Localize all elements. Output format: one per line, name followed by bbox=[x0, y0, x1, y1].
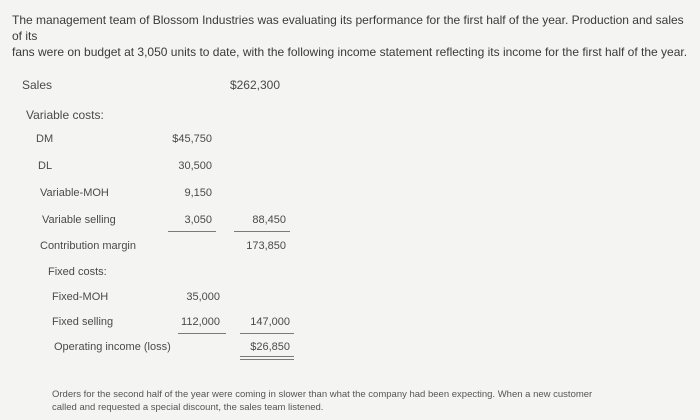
fixed-costs-total: 147,000 bbox=[250, 316, 290, 328]
variable-costs-total: 88,450 bbox=[252, 214, 286, 226]
sales-label: Sales bbox=[22, 78, 53, 92]
footer-line-2: called and requested a special discount, the sales team listened. bbox=[52, 402, 324, 413]
variable-selling-label: Variable selling bbox=[42, 214, 116, 226]
variable-costs-label: Variable costs: bbox=[26, 108, 104, 122]
dl-label: DL bbox=[38, 160, 53, 172]
dl-value: 30,500 bbox=[178, 160, 212, 172]
total-double-rule-bottom bbox=[240, 359, 294, 360]
subtotal-rule bbox=[168, 231, 216, 232]
subtotal-rule bbox=[234, 231, 290, 232]
fixed-moh-value: 35,000 bbox=[186, 291, 220, 303]
subtotal-rule bbox=[240, 333, 294, 334]
problem-continuation bbox=[52, 388, 652, 414]
sales-value: $262,300 bbox=[229, 78, 280, 92]
dm-value: $45,750 bbox=[172, 133, 212, 145]
subtotal-rule bbox=[178, 333, 226, 334]
operating-income-value: $26,850 bbox=[250, 341, 290, 353]
fixed-moh-label: Fixed-MOH bbox=[52, 291, 109, 303]
total-double-rule-top bbox=[240, 356, 294, 357]
intro-line-1: The management team of Blossom Industries was evaluating its performance for the first half of the year. Production and sales of its bbox=[12, 13, 684, 43]
footer-line-1: Orders for the second half of the year were coming in slower than what the company had been expecting. When a new customer bbox=[52, 389, 593, 400]
variable-moh-label: Variable-MOH bbox=[40, 187, 109, 199]
variable-moh-value: 9,150 bbox=[184, 187, 212, 199]
fixed-costs-label: Fixed costs: bbox=[48, 266, 107, 278]
contribution-margin-label: Contribution margin bbox=[40, 240, 136, 252]
fixed-selling-label: Fixed selling bbox=[52, 316, 114, 328]
fixed-selling-value: 112,000 bbox=[181, 316, 220, 328]
dm-label: DM bbox=[36, 133, 54, 145]
intro-line-2: fans were on budget at 3,050 units to date, with the following income statement reflecting its income for the first half of the year. bbox=[12, 45, 688, 59]
operating-income-label: Operating income (loss) bbox=[54, 341, 171, 353]
problem-intro bbox=[12, 12, 688, 60]
contribution-margin-value: 173,850 bbox=[246, 240, 286, 252]
variable-selling-value: 3,050 bbox=[184, 214, 212, 226]
